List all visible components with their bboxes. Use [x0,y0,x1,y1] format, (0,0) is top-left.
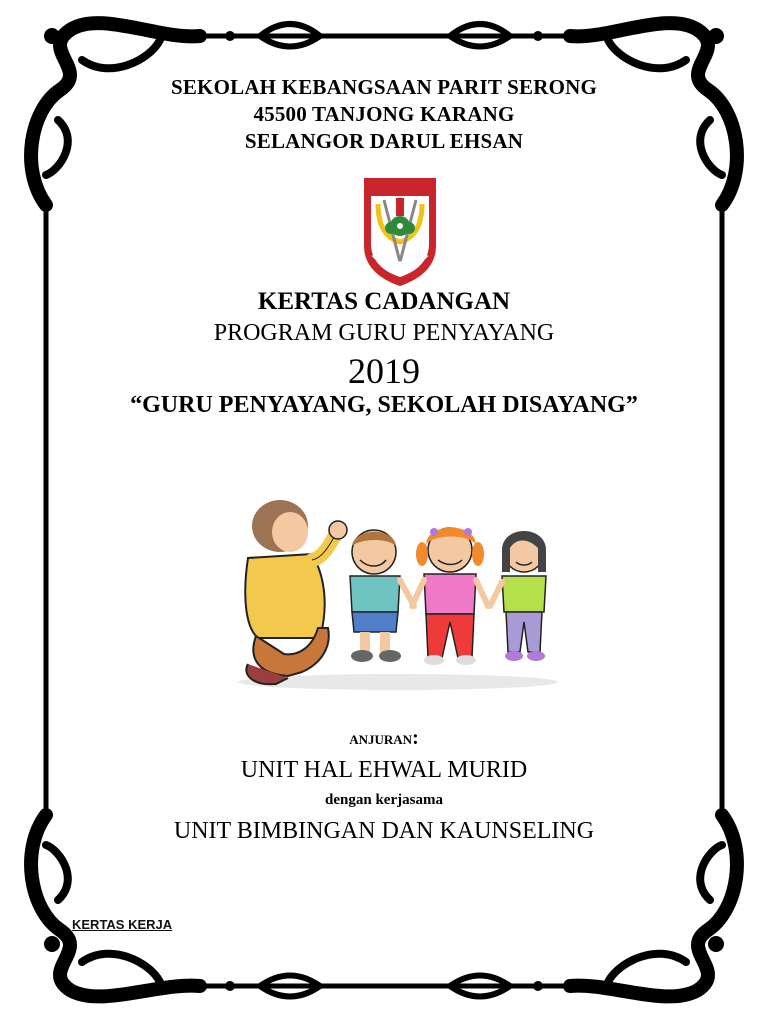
boy-figure [350,530,414,662]
program-year: 2019 [348,351,420,391]
program-slogan: “GURU PENYAYANG, SEKOLAH DISAYANG” [130,392,638,418]
girl-green-figure [490,531,546,661]
partner-unit: UNIT BIMBINGAN DAN KAUNSELING [173,818,595,844]
organizer-label [0,727,768,750]
footer-label: KERTAS KERJA [72,917,173,932]
document-type-title: KERTAS CADANGAN [257,288,511,315]
program-name: PROGRAM GURU PENYAYANG [213,320,555,346]
teacher-figure [245,500,347,684]
school-state: SELANGOR DARUL EHSAN [244,129,524,153]
school-header [0,74,768,155]
organizer-label-colon: : [412,727,419,749]
school-address: 45500 TANJONG KARANG [253,102,515,126]
girl-pink-figure [412,528,488,666]
teacher-with-children-illustration [228,488,568,698]
school-name: SEKOLAH KEBANGSAAN PARIT SERONG [170,75,598,99]
organizer-label-text: ANJURAN [349,732,413,747]
school-crest-logo [358,176,442,288]
collaboration-label: dengan kerjasama [325,792,443,808]
organizer-unit: UNIT HAL EHWAL MURID [240,757,528,783]
